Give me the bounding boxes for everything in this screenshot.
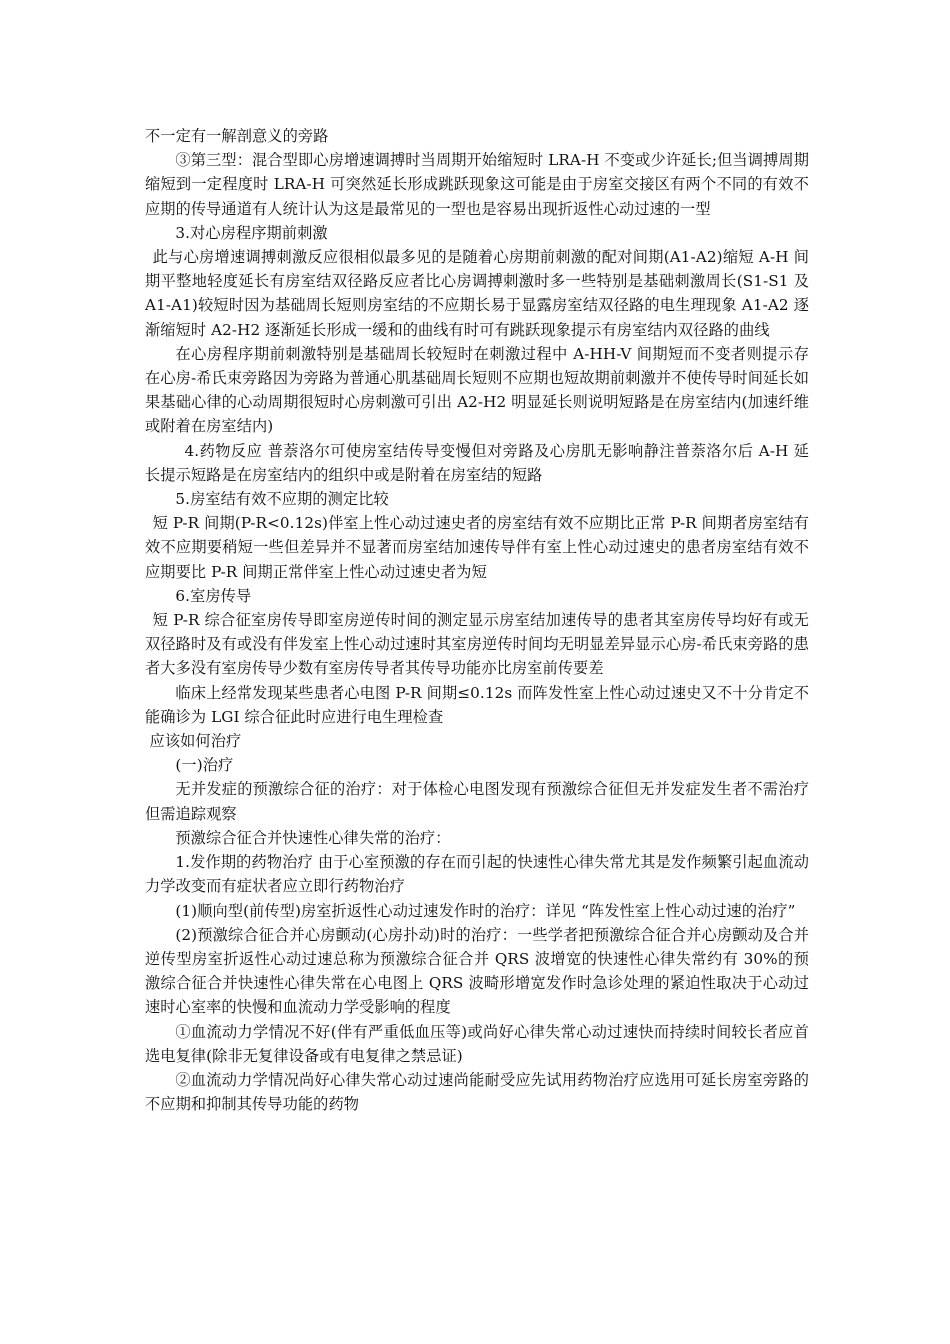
paragraph-16: 1.发作期的药物治疗 由于心室预激的存在而引起的快速性心律失常尤其是发作频繁引起血流动力学改变而有症状者应立即行药物治疗 xyxy=(145,853,809,896)
section-heading-5: 5.房室结有效不应期的测定比较 xyxy=(175,490,389,509)
paragraph-8: 短 P-R 间期(P-R<0.12s)伴室上性心动过速史者的房室结有效不应期比正常 P-R 间期者房室结有效不应期要稍短一些但差异并不显著而房室结加速传导伴有室上性心动过速史的患者房室结有效不应期要比 P-R 间期正常伴室上性心动过速史者为短 xyxy=(145,514,809,581)
paragraph-10: 短 P-R 综合征室房传导即室房逆传时间的测定显示房室结加速传导的患者其室房传导均好有或无双径路时及有或没有伴发室上性心动过速时其室房逆传时间均无明显差异显示心房-希氏束旁路的患者大多没有室房传导少数有室房传导者其传导功能亦比房室前传要差 xyxy=(145,611,809,678)
paragraph-4: 此与心房增速调搏刺激反应很相似最多见的是随着心房期前刺激的配对间期(A1-A2)缩短 A-H 间期平整地轻度延长有房室结双径路反应者比心房调搏刺激时多一些特别是基础刺激周长(S1-S1 及 A1-A1)较短时因为基础周长短则房室结的不应期长易于显露房室结双径路的电生理现象 A1-A2 逐渐缩短时 A2-H2 逐渐延长形成一缓和的曲线有时可有跳跃现象提示有房室结内双径路的曲线 xyxy=(145,248,809,339)
paragraph-6: 4.药物反应 普萘洛尔可使房室结传导变慢但对旁路及心房肌无影响静注普萘洛尔后 A-H 延长提示短路是在房室结内的组织中或是附着在房室结的短路 xyxy=(145,441,809,484)
document-page xyxy=(145,124,809,1116)
paragraph-18: (2)预激综合征合并心房颤动(心房扑动)时的治疗：一些学者把预激综合征合并心房颤动及合并逆传型房室折返性心动过速总称为预激综合征合并 QRS 波增宽的快速性心律失常约有 30%的预激综合征合并快速性心律失常在心电图上 QRS 波畸形增宽发作时急诊处理的紧迫性取决于心动过速时心室率的快慢和血流动力学受影响的程度 xyxy=(145,925,809,1017)
paragraph-15: 预激综合征合并快速性心律失常的治疗： xyxy=(175,828,451,847)
paragraph-2: ③第三型：混合型即心房增速调搏时当周期开始缩短时 LRA-H 不变或少许延长;但当调搏周期缩短到一定程度时 LRA-H 可突然延长形成跳跃现象这可能是由于房室交接区有两个不同的有效不应期的传导通道有人统计认为这是最常见的一型也是容易出现折返性心动过速的一型 xyxy=(145,151,809,218)
section-heading-3: 3.对心房程序期前刺激 xyxy=(175,223,328,242)
paragraph-20: ②血流动力学情况尚好心律失常心动过速尚能耐受应先试用药物治疗应选用可延长房室旁路的不应期和抑制其传导功能的药物 xyxy=(145,1070,809,1114)
paragraph-1: 不一定有一解剖意义的旁路 xyxy=(145,127,329,145)
paragraph-5: 在心房程序期前刺激特别是基础周长较短时在刺激过程中 A-HH-V 间期短而不变者则提示存在心房-希氏束旁路因为旁路为普通心肌基础周长短则不应期也短故期前刺激并不使传导时间延长如果基础心律的心动周期很短时心房刺激可引出 A2-H2 明显延长则说明短路是在房室结内(加速纤维或附着在房室结内) xyxy=(145,344,809,436)
paragraph-14: 无并发症的预激综合征的治疗：对于体检心电图发现有预激综合征但无并发症发生者不需治疗但需追踪观察 xyxy=(145,780,809,823)
paragraph-19: ①血流动力学情况不好(伴有严重低血压等)或尚好心律失常心动过速快而持续时间较长者应首选电复律(除非无复律设备或有电复律之禁忌证) xyxy=(145,1022,809,1065)
paragraph-17: (1)顺向型(前传型)房室折返性心动过速发作时的治疗：详见 “阵发性室上性心动过速的治疗” xyxy=(175,901,796,920)
paragraph-11: 临床上经常发现某些患者心电图 P-R 间期≤0.12s 而阵发性室上性心动过速史又不十分肯定不能确诊为 LGI 综合征此时应进行电生理检查 xyxy=(145,683,809,726)
section-heading-treatment: 应该如何治疗 xyxy=(149,732,242,751)
section-heading-6: 6.室房传导 xyxy=(175,586,252,605)
subheading-treatment-1: (一)治疗 xyxy=(175,756,234,775)
